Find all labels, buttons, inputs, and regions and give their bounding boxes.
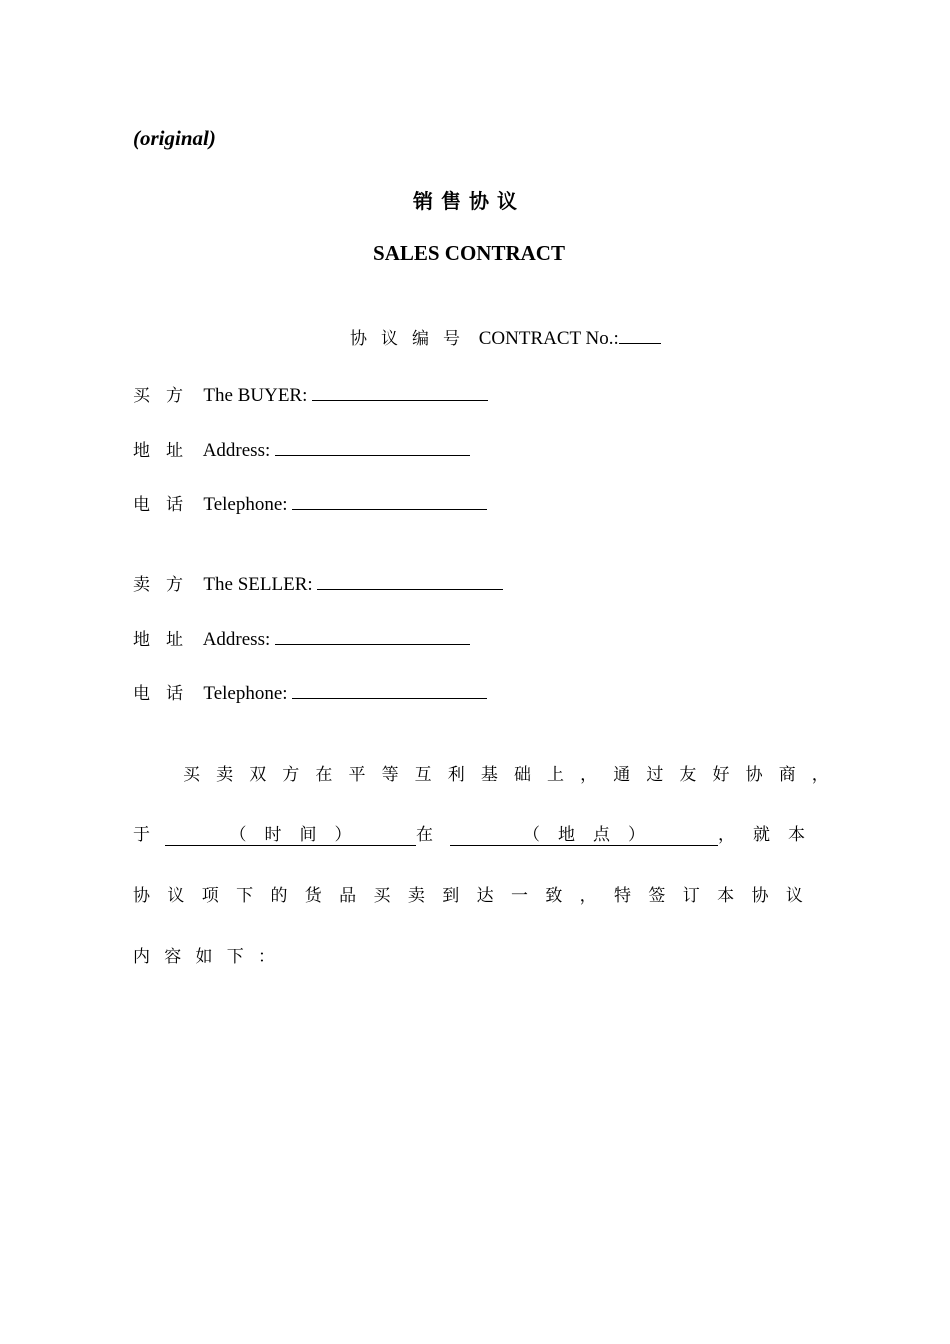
agreement-char: 过 xyxy=(646,765,664,785)
agreement-char: 特 xyxy=(614,886,632,906)
agreement-line-3 xyxy=(133,881,803,906)
agreement-char: 好 xyxy=(712,765,730,785)
agreement-char: 平 xyxy=(348,765,366,785)
agreement-char: 签 xyxy=(648,886,666,906)
buyer-phone-label-en: Telephone: xyxy=(203,494,288,515)
seller-phone-row xyxy=(133,679,487,705)
agreement-char: 项 xyxy=(201,886,219,906)
agreement-char: 利 xyxy=(447,765,465,785)
seller-field[interactable] xyxy=(317,571,503,590)
agreement-char: 的 xyxy=(270,886,288,906)
buyer-address-label-en: Address: xyxy=(202,440,271,461)
agreement-char: 协 xyxy=(745,765,763,785)
buyer-address-label-cn: 地址 xyxy=(133,441,199,461)
agreement-line-2 xyxy=(133,820,823,846)
contract-number-label-en: CONTRACT No.: xyxy=(478,328,619,349)
seller-address-label-cn: 地址 xyxy=(133,630,199,650)
agreement-char: 买 xyxy=(373,886,391,906)
seller-address-field[interactable] xyxy=(275,626,470,645)
agreement-char: ： xyxy=(258,947,275,967)
agreement-char: 础 xyxy=(513,765,531,785)
agreement-char: 内 xyxy=(133,947,150,967)
agreement-char: ， xyxy=(811,765,829,785)
agreement-line-2-suffix: ，就本 xyxy=(718,825,823,845)
agreement-char: 卖 xyxy=(407,886,425,906)
agreement-char: 协 xyxy=(133,886,150,906)
title-english: SALES CONTRACT xyxy=(373,241,565,265)
contract-number-field[interactable] xyxy=(619,325,661,344)
buyer-field[interactable] xyxy=(312,382,488,401)
agreement-char: 通 xyxy=(613,765,631,785)
time-field[interactable]: （时间） xyxy=(165,820,416,846)
agreement-char: ， xyxy=(580,765,598,785)
agreement-char: 议 xyxy=(785,886,803,906)
agreement-char: 如 xyxy=(195,947,213,967)
buyer-phone-row xyxy=(133,490,487,516)
agreement-char: ， xyxy=(579,886,597,906)
seller-label-en: The SELLER: xyxy=(203,574,313,595)
agreement-char: 达 xyxy=(476,886,494,906)
buyer-phone-label-cn: 电话 xyxy=(133,495,199,515)
agreement-char: 下 xyxy=(226,947,244,967)
agreement-char: 卖 xyxy=(216,765,234,785)
seller-address-row xyxy=(133,625,470,651)
agreement-char: 等 xyxy=(381,765,399,785)
original-tag: (original) xyxy=(133,126,216,150)
agreement-char: 在 xyxy=(315,765,333,785)
seller-phone-label-cn: 电话 xyxy=(133,684,199,704)
agreement-line-4 xyxy=(133,942,275,967)
agreement-char: 上 xyxy=(547,765,565,785)
contract-number-line xyxy=(350,324,661,350)
buyer-row xyxy=(133,381,488,407)
buyer-address-field[interactable] xyxy=(275,437,470,456)
agreement-char: 互 xyxy=(414,765,432,785)
agreement-char: 买 xyxy=(183,765,200,785)
buyer-label-cn: 买方 xyxy=(133,386,199,406)
agreement-char: 订 xyxy=(682,886,700,906)
agreement-line-2-mid: 在 xyxy=(416,825,433,845)
agreement-char: 品 xyxy=(339,886,357,906)
place-field[interactable]: （地点） xyxy=(450,820,718,846)
agreement-char: 友 xyxy=(679,765,697,785)
seller-row xyxy=(133,570,503,596)
agreement-char: 货 xyxy=(304,886,322,906)
buyer-label-en: The BUYER: xyxy=(203,385,308,406)
agreement-char: 基 xyxy=(480,765,498,785)
buyer-phone-field[interactable] xyxy=(292,491,487,510)
agreement-char: 一 xyxy=(510,886,528,906)
agreement-char: 到 xyxy=(442,886,460,906)
agreement-char: 协 xyxy=(751,886,769,906)
agreement-line-2-prefix: 于 xyxy=(133,825,150,845)
agreement-char: 本 xyxy=(717,886,735,906)
seller-label-cn: 卖方 xyxy=(133,575,199,595)
agreement-char: 议 xyxy=(167,886,185,906)
seller-address-label-en: Address: xyxy=(202,629,271,650)
title-chinese: 销售协议 xyxy=(413,189,525,213)
agreement-char: 下 xyxy=(236,886,254,906)
seller-phone-field[interactable] xyxy=(292,680,487,699)
buyer-address-row xyxy=(133,436,470,462)
agreement-line-1 xyxy=(183,760,829,785)
agreement-char: 商 xyxy=(778,765,796,785)
agreement-char: 双 xyxy=(249,765,267,785)
agreement-char: 方 xyxy=(282,765,300,785)
contract-number-label-cn: 协议编号 xyxy=(350,329,474,349)
agreement-char: 容 xyxy=(164,947,182,967)
agreement-char: 致 xyxy=(545,886,563,906)
seller-phone-label-en: Telephone: xyxy=(203,683,288,704)
